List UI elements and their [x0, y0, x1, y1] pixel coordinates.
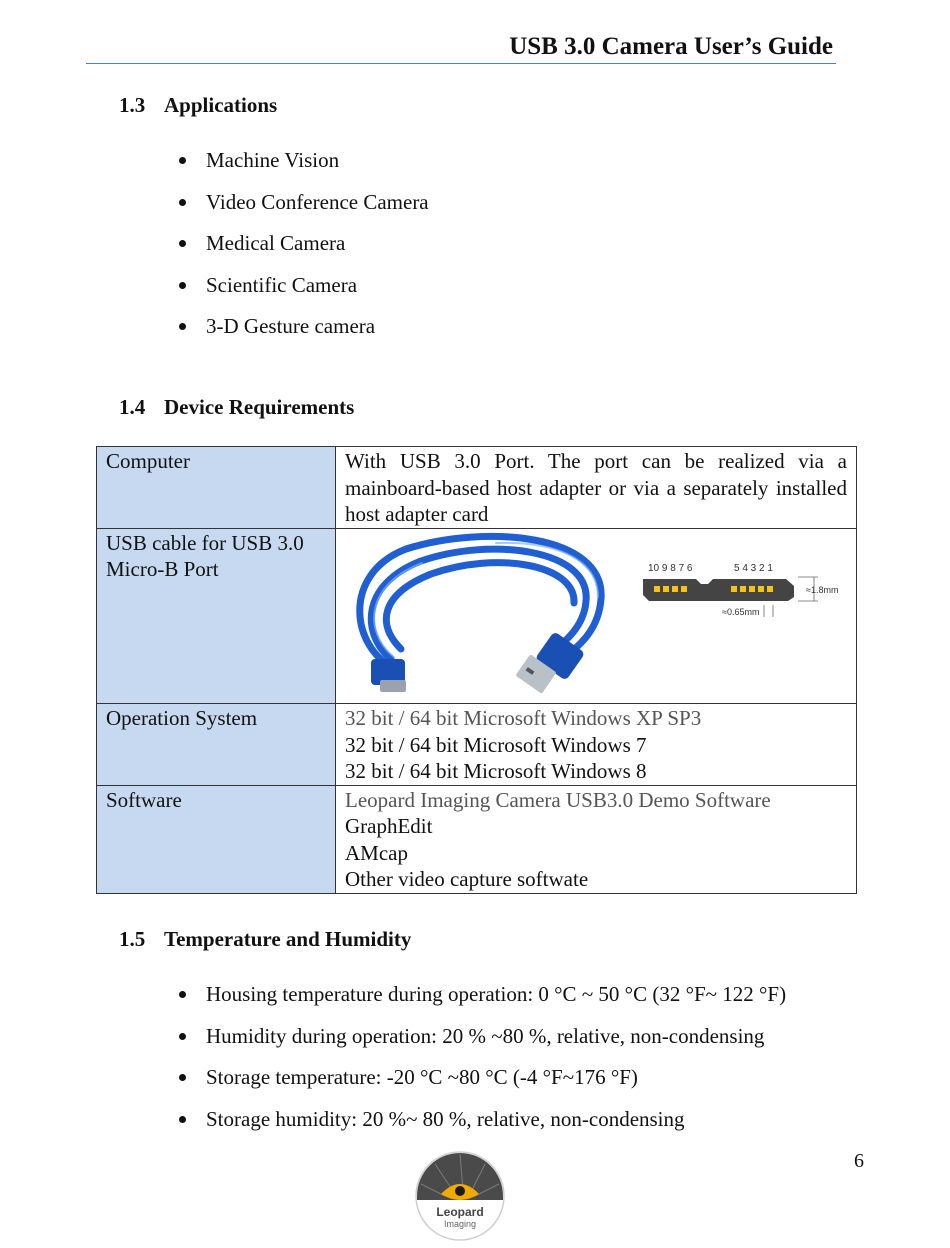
software-line: Other video capture softwate: [345, 867, 589, 891]
os-line: 32 bit / 64 bit Microsoft Windows XP SP3: [345, 706, 702, 730]
logo-text-line1: Leopard: [436, 1205, 484, 1219]
usb-cable-image: [336, 529, 856, 697]
leopard-imaging-logo: [415, 1150, 505, 1242]
list-item: Scientific Camera: [0, 271, 429, 313]
header-divider: [86, 63, 836, 64]
list-item: Medical Camera: [0, 229, 429, 271]
list-item: Machine Vision: [0, 146, 429, 188]
table-row: [97, 704, 857, 786]
list-item: Storage temperature: -20 °C ~80 °C (-4 °F~176 °F): [0, 1063, 786, 1105]
cable-image-cell: [336, 528, 857, 704]
section-heading-device-requirements: [119, 394, 354, 420]
table-row: [97, 528, 857, 704]
section-number: 1.3: [119, 93, 146, 117]
list-item: Housing temperature during operation: 0 °C ~ 50 °C (32 °F~ 122 °F): [0, 980, 786, 1022]
page-number: 6: [854, 1150, 864, 1172]
pin-numbers-left: 10 9 8 7 6: [648, 562, 693, 574]
temperature-list: [0, 980, 786, 1146]
os-line: 32 bit / 64 bit Microsoft Windows 7: [345, 732, 647, 757]
os-line: 32 bit / 64 bit Microsoft Windows 8: [345, 759, 647, 783]
section-heading-applications: [119, 92, 277, 118]
table-row: [97, 447, 857, 529]
section-title: Applications: [164, 93, 278, 117]
list-item: Humidity during operation: 20 % ~80 %, relative, non-condensing: [0, 1022, 786, 1064]
list-item: Storage humidity: 20 %~ 80 %, relative, non-condensing: [0, 1105, 786, 1147]
row-label: Software: [97, 785, 336, 893]
dimension-height: ≈1.8mm: [806, 584, 839, 595]
section-title: Device Requirements: [164, 395, 355, 419]
section-number: 1.4: [119, 395, 146, 419]
row-value: [336, 704, 857, 786]
row-label: Operation System: [97, 704, 336, 786]
applications-list: [0, 146, 429, 354]
row-label: USB cable for USB 3.0 Micro-B Port: [97, 528, 336, 704]
document-title: USB 3.0 Camera User’s Guide: [509, 33, 833, 60]
row-value: [336, 785, 857, 893]
logo-text-line2: Imaging: [443, 1219, 477, 1229]
dimension-pitch: ≈0.65mm: [722, 606, 760, 617]
software-line: AMcap: [345, 840, 408, 865]
list-item: 3-D Gesture camera: [0, 312, 429, 354]
section-heading-temperature: [119, 926, 411, 952]
pin-numbers-right: 5 4 3 2 1: [734, 562, 773, 574]
section-number: 1.5: [119, 927, 146, 951]
software-line: GraphEdit: [345, 814, 433, 838]
row-label: Computer: [97, 447, 336, 529]
software-line: Leopard Imaging Camera USB3.0 Demo Software: [345, 787, 771, 812]
row-value: With USB 3.0 Port. The port can be realized via a mainboard-based host adapter or via a separately installed host adapter card: [336, 447, 857, 529]
table-row: [97, 785, 857, 893]
requirements-table: [96, 446, 857, 894]
list-item: Video Conference Camera: [0, 188, 429, 230]
section-title: Temperature and Humidity: [164, 927, 412, 951]
